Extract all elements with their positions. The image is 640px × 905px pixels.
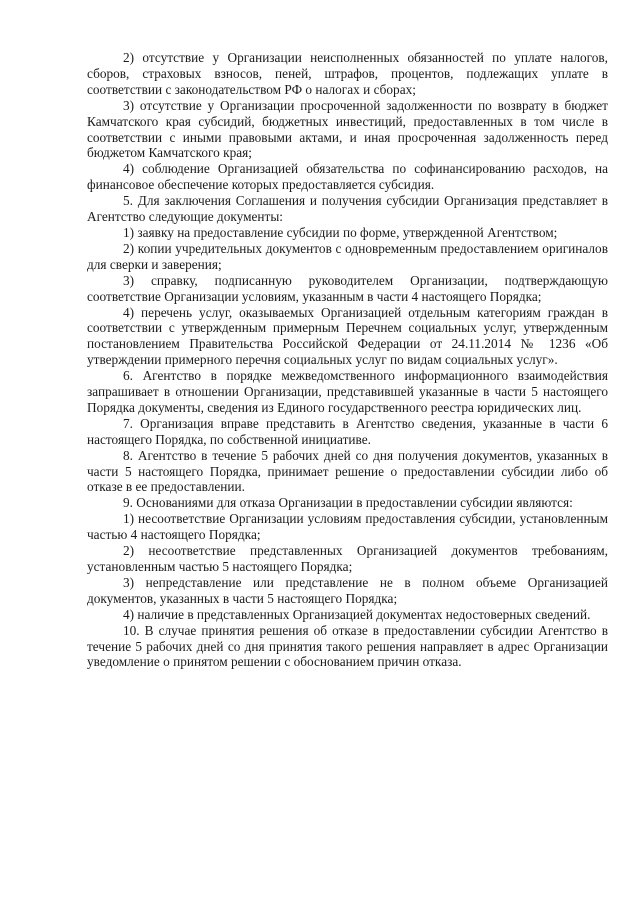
paragraph-4-cofinancing: 4) соблюдение Организацией обязательства по софинансированию расходов, на финансовое обеспечение которых предоставляется субсидия. — [87, 161, 608, 193]
paragraph-2-no-debts: 2) отсутствие у Организации неисполненных обязанностей по уплате налогов, сборов, страховых взносов, пеней, штрафов, процентов, подлежащих уплате в соответствии с законодательством РФ о налогах и сборах; — [87, 50, 608, 97]
paragraph-7-own-initiative: 7. Организация вправе представить в Агентство сведения, указанные в части 6 настоящего Порядка, по собственной инициативе. — [87, 415, 608, 447]
paragraph-9-1-noncompliance: 1) несоответствие Организации условиям предоставления субсидии, установленным частью 4 настоящего Порядка; — [87, 511, 608, 543]
paragraph-5-1-application: 1) заявку на предоставление субсидии по форме, утвержденной Агентством; — [123, 224, 558, 240]
paragraph-9-2-documents-mismatch: 2) несоответствие представленных Организацией документов требованиям, установленным частью 5 настоящего Порядка; — [87, 543, 608, 574]
paragraph-3-no-overdue-debt: 3) отсутствие у Организации просроченной задолженности по возврату в бюджет Камчатского края субсидий, бюджетных инвестиций, предоставленных в том числе в соответствии с иными правовыми актами, и иная просроченная задолженность перед бюджетом Камчатского края; — [87, 97, 608, 161]
paragraph-9-4-false-info: 4) наличие в представленных Организацией документах недостоверных сведений. — [123, 606, 591, 622]
paragraph-8-decision: 8. Агентство в течение 5 рабочих дней со дня получения документов, указанных в части 5 настоящего Порядка, принимает решение о предоставлении субсидии либо об отказе в ее предоставлении. — [87, 447, 608, 495]
paragraph-5-2-charter-copies: 2) копии учредительных документов с одновременным предоставлением оригиналов для сверки и заверения; — [87, 240, 608, 272]
paragraph-9-refusal-grounds: 9. Основаниями для отказа Организации в предоставлении субсидии являются: — [123, 495, 573, 511]
paragraph-5-3-certificate: 3) справку, подписанную руководителем Организации, подтверждающую соответствие Организации условиям, указанным в части 4 настоящего Порядка; — [87, 272, 608, 304]
paragraph-9-3-incomplete: 3) непредставление или представление не в полном объеме Организацией документов, указанных в части 5 настоящего Порядка; — [87, 574, 608, 606]
paragraph-5-documents: 5. Для заключения Соглашения и получения субсидии Организация представляет в Агентство следующие документы: — [87, 193, 608, 225]
paragraph-5-4-services-list: 4) перечень услуг, оказываемых Организацией отдельным категориям граждан в соответствии с утвержденным примерным Перечнем социальных услуг, утвержденным постановлением Правительства Российской Федерации от 24.11.2014 № 1236 «Об утверждении примерного перечня социальных услуг по видам социальных услуг». — [87, 304, 608, 368]
paragraph-10-notification: 10. В случае принятия решения об отказе в предоставлении субсидии Агентство в течение 5 рабочих дней со дня принятия такого решения направляет в адрес Организации уведомление о принятом решении с обоснованием причин отказа. — [87, 622, 608, 670]
document-body — [87, 50, 608, 670]
paragraph-6-interagency-request: 6. Агентство в порядке межведомственного информационного взаимодействия запрашивает в отношении Организации, представившей указанные в части 5 настоящего Порядка документы, сведения из Единого государственного реестра юридических лиц. — [87, 368, 608, 415]
